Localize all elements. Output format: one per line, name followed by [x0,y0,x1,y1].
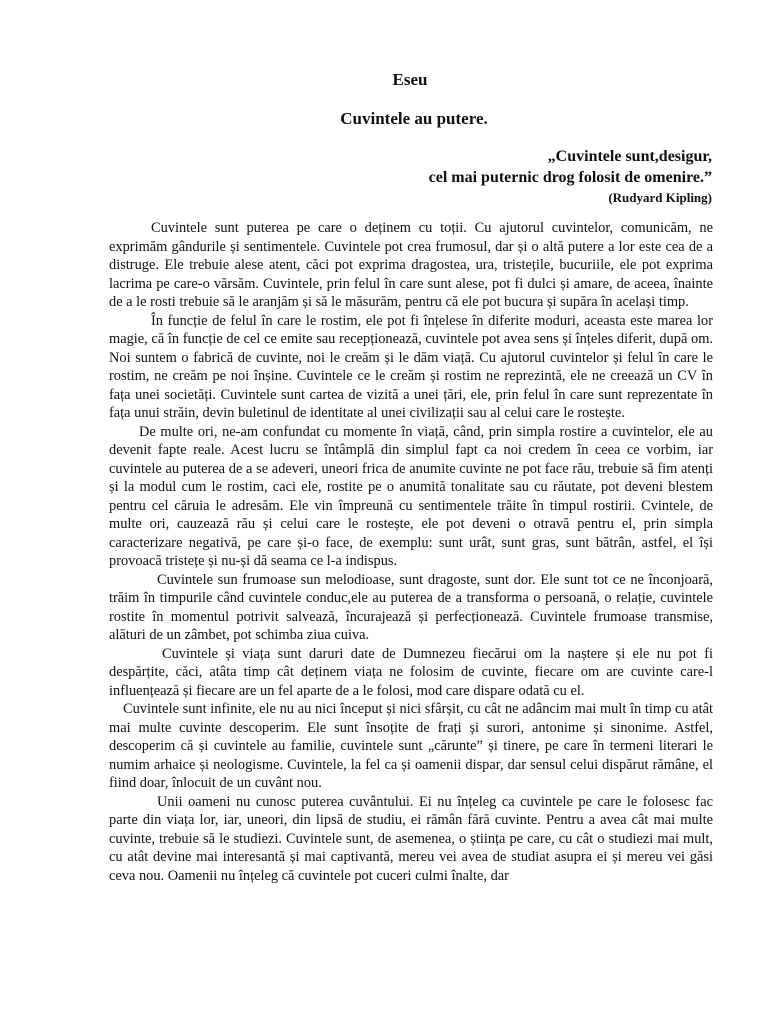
epigraph-author: (Rudyard Kipling) [608,190,712,205]
paragraph-7: Unii oameni nu cunosc puterea cuvântului. Ei nu înțeleg ca cuvintele pe care le folosesc fac parte din viața lor, iar, uneori, din lipsă de studiu, ei rămân fără cuvinte. Pentru a avea cât mai multe cuvinte, trebuie să le studiezi. Cuvintele sunt, de asemenea, o știința pe care, cu cât o studiezi mai mult, cu atât devine mai interesantă și mai captivantă, mereu vei avea de studiat asupra ei și mereu vei găsi ceva nou. Oamenii nu înțeleg că cuvintele pot cuceri culmi înalte, dar [109,793,713,884]
epigraph-line-2: cel mai puternic drog folosit de omenire.” [428,169,712,186]
essay-body [109,219,713,885]
epigraph [429,146,712,208]
paragraph-3: De multe ori, ne-am confundat cu momente în viață, când, prin simpla rostire a cuvintelor, ele au devenit fapte reale. Acest lucru se întâmplă din simplul fapt ca noi credem în ceea ce vorbim, iar cuvintele au puterea de a se adeveri, uneori frica de anumite cuvinte ne pot face rău, trebuie să fim atenți și la modul cum le rostim, caci ele, rostite pe o anumită tonalitate sau cu răutate, pot deveni blestem pentru cel căruia le adresăm. Ele vin împreună cu sentimentele trăite în timpul rostirii. Cvintele, de multe ori, cauzează rău și celui care le rostește, ele pot deveni o otravă pentru el, prin simpla caracterizare negativă, pe care și-o face, de exemplu: sunt urât, sunt gras, sunt bătrân, astfel, el își provoacă tristețe și nu-și dă seama ce l-a indispus. [109,423,713,569]
paragraph-5: Cuvintele și viața sunt daruri date de Dumnezeu fiecărui om la naștere și ele nu pot fi despărțite, căci, atâta timp cât deținem viața ne folosim de cuvinte, fiecare om are cuvinte care-l influențează și fiecare are un fel aparte de a le folosi, mod care dispare odată cu el. [109,645,713,699]
epigraph-line-1: „Cuvintele sunt,desigur, [547,148,712,165]
paragraph-4: Cuvintele sun frumoase sun melodioase, sunt dragoste, sunt dor. Ele sunt tot ce ne înconjoară, trăim în timpurile când cuvintele conduc,ele au puterea de a transforma o persoană, o relație, cuvintele rostite în momentul potrivit salvează, încurajează și perfecționează. Cuvintele frumoase transmise, alături de un zâmbet, pot schimba ziua cuiva. [109,571,713,643]
essay-title: Cuvintele au putere. [340,109,488,128]
paragraph-6: Cuvintele sunt infinite, ele nu au nici început și nici sfârșit, cu cât ne adâncim mai mult în timp cu atât mai multe cuvinte descoperim. Ele sunt însoțite de frați și surori, antonime și sinonime. Astfel, descoperim că și cuvintele au familie, cuvintele sunt „cărunte” și tinere, pe care în termeni literari le numim arhaice și neologisme. Cuvintele, la fel ca și oamenii dispar, dar sensul celui dispărut rămâne, el fiind doar, înlocuit de un cuvânt nou. [109,701,713,791]
paragraph-2: În funcție de felul în care le rostim, ele pot fi înțelese în diferite moduri, aceasta este marea lor magie, că în funcție de cel ce emite sau recepționează, cuvintele pot avea sens și înțeles diferit, după om. Noi suntem o fabrică de cuvinte, noi le creăm și le dăm viață. Cu ajutorul cuvintelor și felul în care le rostim, ne creăm pe noi înșine. Cuvintele ce le creăm și rostim ne reprezintă, ele ne creează un CV în fața unei societăți. Cuvintele sunt cartea de vizită a unei țări, ele, prin felul în care sunt reprezentate în fața unui străin, devin buletinul de identitate al unei civilizații sau al celui care le rostește. [109,312,713,421]
essay-type-heading: Eseu [392,70,428,89]
paragraph-1: Cuvintele sunt puterea pe care o deținem cu toții. Cu ajutorul cuvintelor, comunicăm, ne exprimăm gândurile și sentimentele. Cuvintele pot crea frumosul, dar și o altă putere a lor este cea de a distruge. Ele trebuie alese atent, căci pot exprima dragostea, ura, tristețile, bucuriile, ele pot exprima lacrima pe care-o vărsăm. Cuvintele, prin felul în care sunt alese, pot fi dulci și amare, de aceea, înainte de a le rosti trebuie să le aranjăm și să le măsurăm, pentru că ele pot bucura și supăra în același timp. [109,220,713,310]
